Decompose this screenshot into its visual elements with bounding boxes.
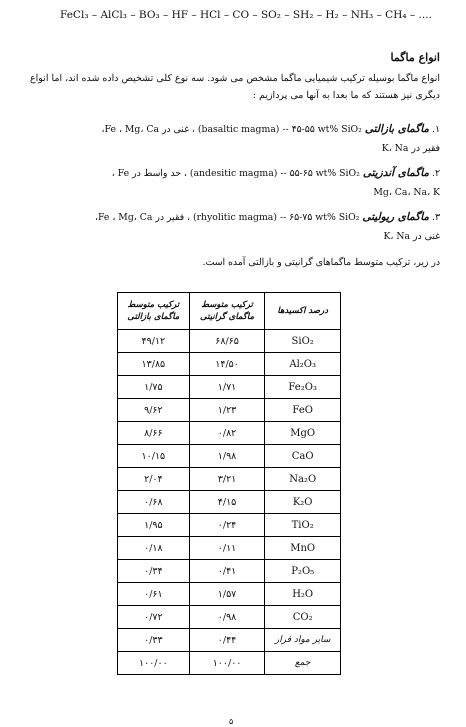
magma-type-line1 [20,208,440,227]
table-row [118,583,341,606]
cell-oxide: P₂O₅ [265,560,341,583]
cell-basaltic: ۰/۳۴ [118,560,190,583]
cell-basaltic: ۲/۰۴ [118,468,190,491]
table-row [118,514,341,537]
table-row [118,399,341,422]
cell-granitic: ۰/۴۴ [189,629,265,652]
cell-granitic: ۰/۱۱ [189,537,265,560]
cell-granitic: ۴/۱۵ [189,491,265,514]
table-row [118,422,341,445]
cell-granitic: ۱۴/۵۰ [189,353,265,376]
cell-oxide: SiO₂ [265,330,341,353]
table-row [118,491,341,514]
cell-basaltic: ۱۳/۸۵ [118,353,190,376]
item-description: -- ۴۵-۵۵ wt% SiO₂ ، غنی در Fe ، Mg، Ca، [101,124,362,135]
cell-basaltic: ۱/۹۵ [118,514,190,537]
table-row [118,629,341,652]
cell-basaltic: ۸/۶۶ [118,422,190,445]
cell-granitic: ۳/۲۱ [189,468,265,491]
magma-type-line1 [20,164,440,183]
section-heading: انواع ماگما [390,51,440,64]
cell-oxide: Fe₂O₃ [265,376,341,399]
cell-oxide: CO₂ [265,606,341,629]
cell-basaltic: ۱۰۰/۰۰ [118,652,190,675]
cell-oxide: Na₂O [265,468,341,491]
magma-type-rhyolitic [20,208,440,246]
item-title: ماگمای ریولیتی [362,211,430,223]
table-row [118,560,341,583]
table-caption: در زیر، ترکیب متوسط ماگماهای گرانیتی و بازالتی آمده است. [202,257,440,268]
cell-basaltic: ۴۹/۱۲ [118,330,190,353]
table-row [118,376,341,399]
table-row [118,353,341,376]
cell-basaltic: ۱/۷۵ [118,376,190,399]
header-basaltic: ترکیب متوسط ماگمای بازالتی [118,293,190,330]
item-description: -- ۵۵-۶۵ wt% SiO₂ ، حد واسط در Fe ، [111,168,360,179]
magma-composition-table [117,292,341,675]
magma-type-line2: غنی در K، Na [383,231,440,242]
item-description: -- ۶۵-۷۵ wt% SiO₂ ، فقیر در Fe ، Mg، Ca، [94,212,360,223]
table-header-row [118,293,341,330]
magma-type-line2: Mg، Ca، Na، K [373,187,440,198]
cell-oxide: FeO [265,399,341,422]
cell-oxide: Al₂O₃ [265,353,341,376]
table-row [118,445,341,468]
cell-basaltic: ۹/۶۲ [118,399,190,422]
cell-granitic: ۱/۲۳ [189,399,265,422]
table-row [118,468,341,491]
header-oxide: درصد اکسیدها [265,293,341,330]
cell-granitic: ۱/۷۱ [189,376,265,399]
cell-basaltic: ۰/۱۸ [118,537,190,560]
header-granitic: ترکیب متوسط ماگمای گرانیتی [189,293,265,330]
cell-granitic: ۱/۹۸ [189,445,265,468]
cell-granitic: ۰/۸۲ [189,422,265,445]
item-english-name: (basaltic magma) [197,124,280,135]
item-english-name: (andesitic magma) [189,168,278,179]
cell-basaltic: ۰/۶۱ [118,583,190,606]
cell-oxide: سایر مواد فرار [265,629,341,652]
cell-oxide: MgO [265,422,341,445]
cell-basaltic: ۱۰/۱۵ [118,445,190,468]
cell-oxide: K₂O [265,491,341,514]
table-row [118,652,341,675]
magma-type-basaltic [20,120,440,158]
table-row [118,606,341,629]
cell-granitic: ۰/۴۱ [189,560,265,583]
item-title: ماگمای بازالتی [364,123,430,135]
cell-granitic: ۰/۲۴ [189,514,265,537]
cell-oxide: MnO [265,537,341,560]
table-row [118,330,341,353]
magma-type-line1 [20,120,440,139]
cell-oxide: H₂O [265,583,341,606]
item-number: ۲. [432,168,440,179]
item-title: ماگمای آندزیتی [362,167,430,179]
cell-oxide: CaO [265,445,341,468]
intro-paragraph: انواع ماگما بوسیله ترکیب شیمیایی ماگما مشخص می شود. سه نوع کلی تشخیص داده شده اند، اما انواع دیگری نیز هستند که ما بعدا به آنها می پردازیم : [29,73,440,101]
cell-granitic: ۱/۵۷ [189,583,265,606]
cell-granitic: ۱۰۰/۰۰ [189,652,265,675]
cell-oxide: جمع [265,652,341,675]
item-english-name: (rhyolitic magma) [192,212,277,223]
table-row [118,537,341,560]
magma-type-andesitic [20,164,440,202]
cell-granitic: ۰/۹۸ [189,606,265,629]
cell-basaltic: ۰/۳۳ [118,629,190,652]
cell-oxide: TiO₂ [265,514,341,537]
cell-basaltic: ۰/۶۸ [118,491,190,514]
page-number: ۵ [229,717,234,726]
chemical-formula-line: FeCl₃ – AlCl₃ – BO₃ – HF – HCl – CO – SO₂ – SH₂ – H₂ – NH₃ – CH₄ – .... [60,9,432,21]
item-number: ۱. [432,124,440,135]
item-number: ۳. [432,212,440,223]
table-body [118,330,341,675]
cell-granitic: ۶۸/۶۵ [189,330,265,353]
cell-basaltic: ۰/۷۲ [118,606,190,629]
magma-type-line2: فقیر در K، Na [381,143,440,154]
